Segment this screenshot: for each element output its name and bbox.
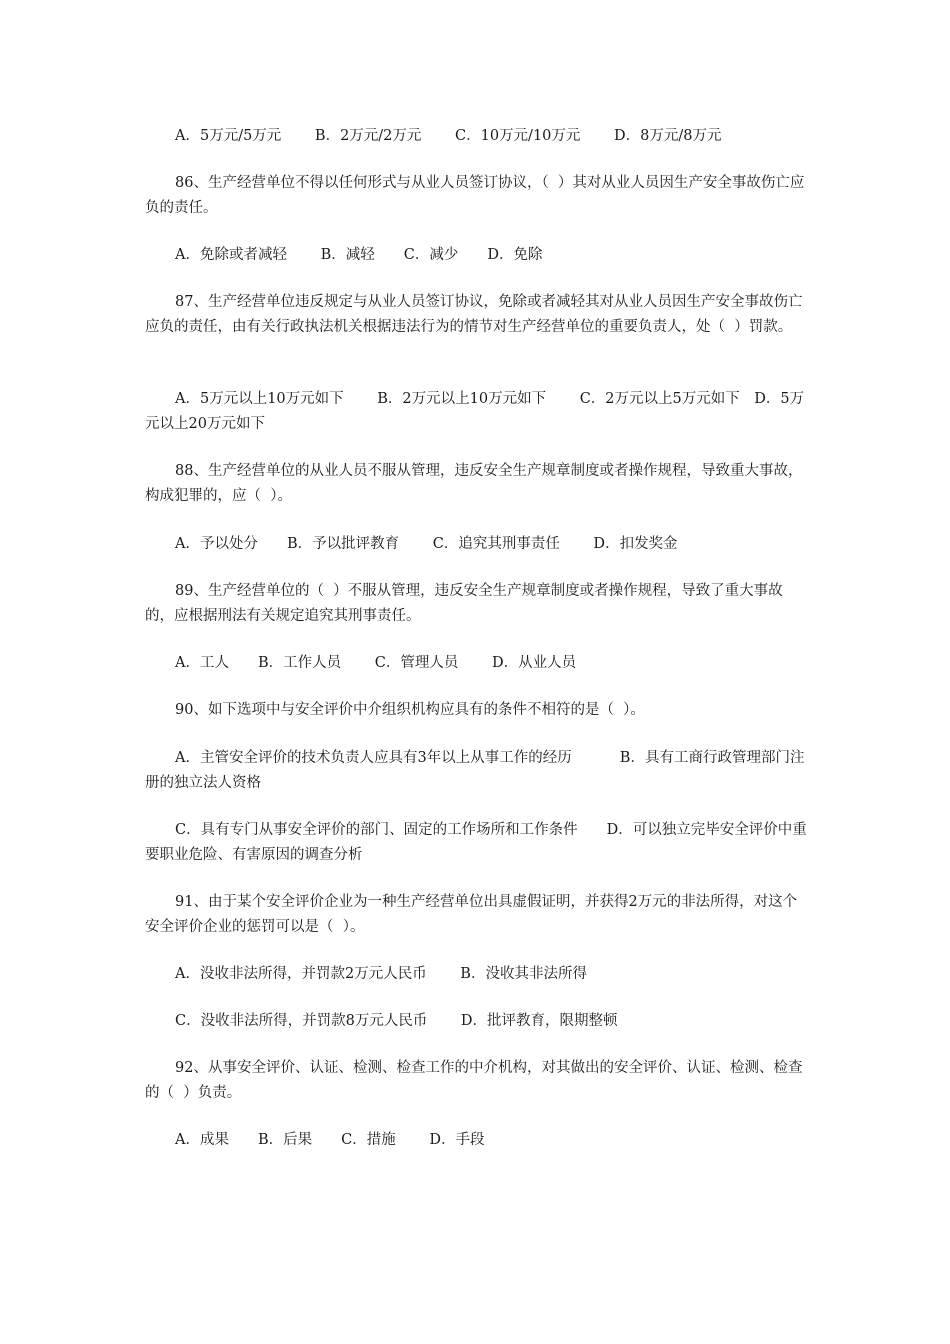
answer-options-91-cd: C．没收非法所得，并罚款8万元人民币 D．批评教育，限期整顿 [175, 1013, 618, 1029]
answer-options-86: A．免除或者减轻 B．减轻 C．减少 D．免除 [175, 247, 543, 263]
answer-options-91-ab: A．没收非法所得，并罚款2万元人民币 B．没收其非法所得 [175, 966, 587, 982]
answer-options-90-cd: C．具有专门从事安全评价的部门、固定的工作场所和工作条件 D．可以独立完毕安全评价中重要职业危险、有害原因的调查分析 [145, 822, 807, 863]
question-91: 91、由于某个安全评价企业为一种生产经营单位出具虚假证明，并获得2万元的非法所得，对这个安全评价企业的惩罚可以是（ ）。 [145, 894, 798, 935]
answer-options-89: A．工人 B．工作人员 C．管理人员 D．从业人员 [175, 655, 577, 671]
answer-options-88: A．予以处分 B．予以批评教育 C．追究其刑事责任 D．扣发奖金 [175, 536, 678, 552]
question-86: 86、生产经营单位不得以任何形式与从业人员签订协议，（ ）其对从业人员因生产安全事故伤亡应负的责任。 [145, 175, 805, 216]
question-90: 90、如下选项中与安全评价中介组织机构应具有的条件不相符的是（ ）。 [175, 702, 645, 718]
answer-options-90-ab: A．主管安全评价的技术负责人应具有3年以上从事工作的经历 B．具有工商行政管理部门注册的独立法人资格 [145, 750, 805, 791]
answer-options-92: A．成果 B．后果 C．措施 D．手段 [175, 1132, 485, 1148]
question-87: 87、生产经营单位违反规定与从业人员签订协议，免除或者减轻其对从业人员因生产安全事故伤亡应负的责任，由有关行政执法机关根据违法行为的情节对生产经营单位的重要负责人，处（ ）罚款。 [145, 294, 803, 335]
answer-options-85: A．5万元/5万元 B．2万元/2万元 C．10万元/10万元 D．8万元/8万元 [175, 128, 722, 144]
question-92: 92、从事安全评价、认证、检测、检查工作的中介机构，对其做出的安全评价、认证、检测、检查的（ ）负责。 [145, 1060, 803, 1101]
answer-options-87: A．5万元以上10万元如下 B．2万元以上10万元如下 C．2万元以上5万元如下 D．5万元以上20万元如下 [145, 391, 805, 432]
question-88: 88、生产经营单位的从业人员不服从管理，违反安全生产规章制度或者操作规程，导致重大事故，构成犯罪的，应（ ）。 [145, 463, 803, 504]
question-89: 89、生产经营单位的（ ）不服从管理，违反安全生产规章制度或者操作规程，导致了重大事故的，应根据刑法有关规定追究其刑事责任。 [145, 583, 783, 624]
